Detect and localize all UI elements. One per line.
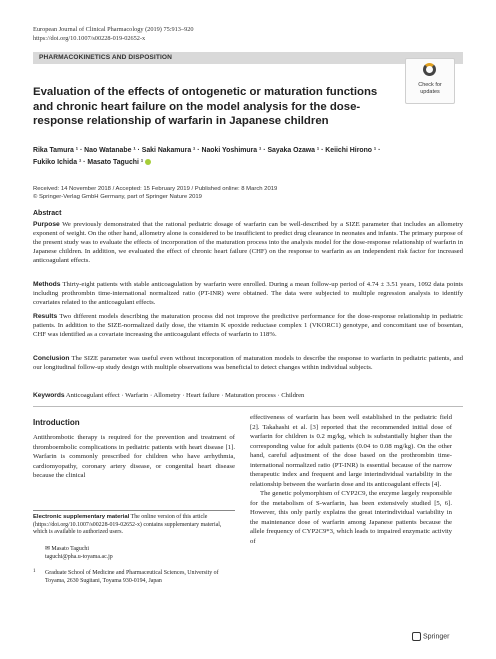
- journal-header: [33, 26, 194, 43]
- methods-text: Thirty-eight patients with stable anticoagulation by warfarin were enrolled. During a mean follow-up period of 4.74 ± 3.51 years, 1092 data points including prothrombin time-international normalized ratio (PT-INR) were obtained. The data were subjected to multiple regression analysis to identify covariates related to the anticoagulant effects.: [33, 281, 463, 306]
- publisher-name: Springer: [423, 633, 450, 641]
- abstract-results: [33, 313, 463, 340]
- abstract-conclusion: [33, 355, 463, 373]
- intro-paragraph-1: effectiveness of warfarin has been well established in the pediatric field [2]. Takahashi et al. [3] reported that the recommended initial dose of warfarin for children is 0.2 mg/kg, which is substantially higher than the corresponding value for adult patients (0.04 to 0.08 mg/kg). On the other hand, careful adjustment of the dose based on the prothrombin time-international normalized ratio (PT-INR) is essential because of the narrow therapeutic index and frequent and large interindividual variability in the relationship between the warfarin dose and its anticoagulant effects [4].: [250, 414, 452, 488]
- intro-paragraph-2: The genetic polymorphism of CYP2C9, the enzyme largely responsible for the metabolism of S-warfarin, has been extensively studied [5, 6]. However, this only partly explains the great interindividual variability in the maintenance dose of warfarin among Japanese patients because the allele frequency of CYP2C9*3, which leads to impaired enzymatic activity of: [250, 490, 452, 545]
- affiliation: [33, 570, 235, 585]
- section-banner: [33, 52, 463, 64]
- conclusion-text: The SIZE parameter was useful even without incorporation of maturation models to describe the response to warfarin in pediatric patients, and our longitudinal follow-up study design with multiple observations was beneficial to detect changes within individual subjects.: [33, 355, 463, 371]
- keywords-text: Anticoagulant effect · Warfarin · Allometry · Heart failure · Maturation process · Children: [65, 392, 305, 399]
- intro-right-column: [250, 413, 452, 546]
- intro-left-text: Antithrombotic therapy is required for the prevention and treatment of thromboembolic complications in pediatric patients with heart disease [1]. Warfarin is commonly prescribed for children who have arrhythmia, cardiomyopathy, coronary artery disease, or congenital heart disease because the clinical: [33, 434, 235, 479]
- corresponding-email[interactable]: taguchi@pha.u-toyama.ac.jp: [45, 553, 113, 560]
- esm-note: [33, 514, 235, 537]
- badge-line2: updates: [420, 88, 440, 95]
- keywords: [33, 392, 304, 399]
- purpose-label: Purpose: [33, 221, 60, 228]
- methods-label: Methods: [33, 281, 61, 288]
- esm-text[interactable]: The online version of this article (https://doi.org/10.1007/s00228-019-02652-x) contains supplementary material, which is available to authorized users.: [33, 514, 222, 535]
- results-label: Results: [33, 313, 58, 320]
- copyright-line: © Springer-Verlag GmbH Germany, part of Springer Nature 2019: [33, 194, 202, 200]
- doi-link[interactable]: https://doi.org/10.1007/s00228-019-02652-x: [33, 34, 146, 42]
- purpose-text: We previously demonstrated that the rational pediatric dosage of warfarin can be well-described by a SIZE parameter that includes an allometry exponent of weight. On the other hand, allometry alone is considered to be insufficient to predict drug clearance in neonates and infants. The primary purpose of the present study was to evaluate the effects of incorporation of the maturation process into the analysis model for the dose-response relationship of warfarin in Japanese children. In addition, we evaluated the effect of chronic heart failure (CHF) on the response to warfarin as an independent risk factor for increased anticoagulant effects.: [33, 221, 463, 264]
- authors-line2: Fukiko Ichida ¹ · Masato Taguchi ¹: [33, 159, 144, 166]
- affiliation-text: Graduate School of Medicine and Pharmaceutical Sciences, University of Toyama, 2630 Sugitani, Toyama 930-0194, Japan: [45, 570, 219, 584]
- keywords-label: Keywords: [33, 392, 65, 399]
- conclusion-label: Conclusion: [33, 355, 70, 362]
- corresponding-name: Masato Taguchi: [51, 546, 90, 552]
- abstract-purpose: [33, 221, 463, 266]
- authors-line1: Rika Tamura ¹ · Nao Watanabe ¹ · Saki Nakamura ¹ · Naoki Yoshimura ¹ · Sayaka Ozawa ¹ · Keiichi Hirono ¹ ·: [33, 147, 381, 154]
- footnote-divider: [33, 510, 235, 511]
- history-dates: Received: 14 November 2018 / Accepted: 15 February 2019 / Published online: 8 March 2019: [33, 186, 278, 192]
- section-label: PHARMACOKINETICS AND DISPOSITION: [39, 54, 173, 61]
- publication-dates: [33, 185, 277, 201]
- orcid-icon[interactable]: [145, 159, 151, 165]
- springer-horse-icon: [412, 632, 421, 641]
- badge-line1: Check for: [418, 82, 442, 88]
- introduction-heading: Introduction: [33, 418, 80, 427]
- author-list: [33, 145, 453, 169]
- check-for-updates-badge[interactable]: [405, 58, 455, 104]
- article-title: Evaluation of the effects of ontogenetic or maturation functions and chronic heart failure on the model analysis for the dose-response relationship of warfarin in Japanese children: [33, 86, 378, 128]
- publisher-mark: [412, 632, 449, 641]
- update-check-icon: [423, 63, 436, 76]
- esm-label: Electronic supplementary material: [33, 514, 130, 520]
- abstract-heading: Abstract: [33, 210, 62, 217]
- results-text: Two different models describing the maturation process did not improve the predictive performance for the dose-response relationship in pediatric patients. In addition to the SIZE-normalized daily dose, the vitamin K epoxide reductase complex 1 (VKORC1) genotype, and concomitant use of bosentan, CHF was identified as a covariate increasing the anticoagulant effects of warfarin to 118%.: [33, 313, 463, 338]
- journal-citation: European Journal of Clinical Pharmacology (2019) 75:913–920: [33, 26, 194, 33]
- abstract-divider: [33, 406, 463, 407]
- affiliation-number: 1: [33, 569, 36, 574]
- mail-icon: ✉: [45, 546, 52, 552]
- corresponding-author: [33, 546, 235, 561]
- abstract-methods: [33, 281, 463, 308]
